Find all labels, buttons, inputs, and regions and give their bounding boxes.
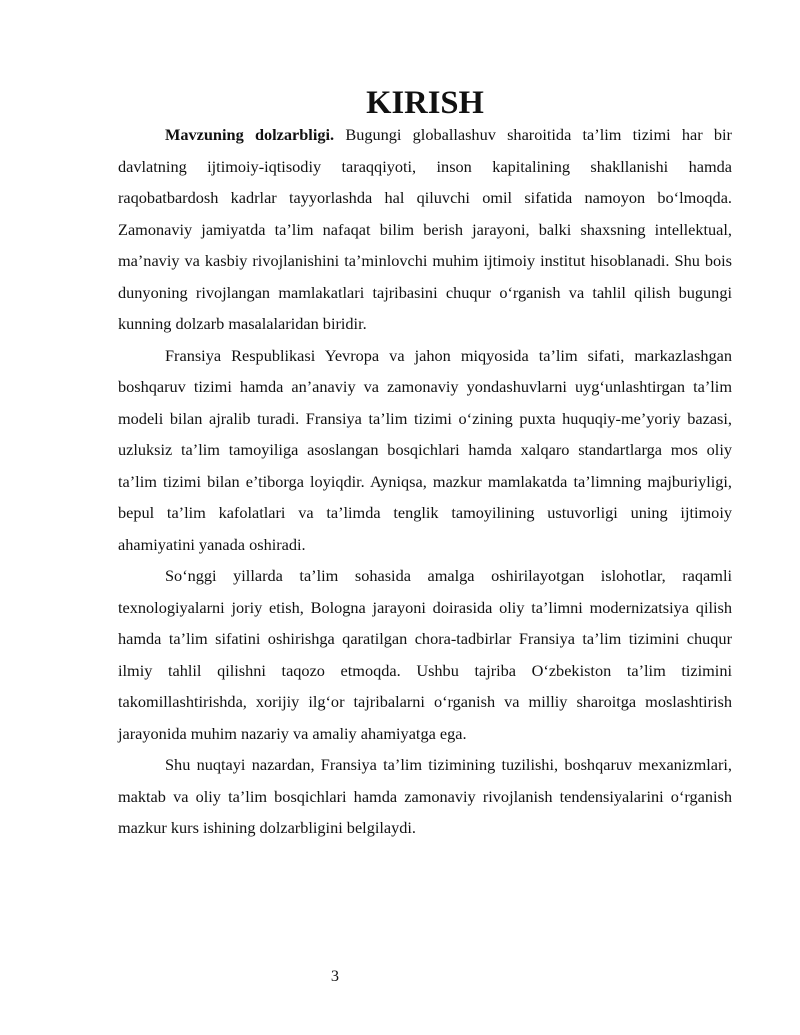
paragraph-reforms: So‘nggi yillarda ta’lim sohasida amalga oshirilayotgan islohotlar, raqamli texnologiyalarni joriy etish, Bologna jarayoni doirasida oliy ta’limni modernizatsiya qilish hamda ta’lim sifatini oshirishga qaratilgan chora-tadbirlar Fransiya ta’lim tizimini chuqur ilmiy tahlil qilishni taqozo etmoqda. Ushbu tajriba O‘zbekiston ta’lim tizimini takomillashtirishda, xorijiy ilg‘or tajribalarni o‘rganish va milliy sharoitga moslashtirish jarayonida muhim nazariy va amaliy ahamiyatga ega. [118, 566, 732, 743]
paragraph-text: Bugungi globallashuv sharoitida ta’lim tizimi har bir davlatning ijtimoiy-iqtisodiy taraqqiyoti, inson kapitalining shakllanishi hamda raqobatbardosh kadrlar tayyorlashda hal qiluvchi omil sifatida namoyon bo‘lmoqda. Zamonaviy jamiyatda ta’lim nafaqat bilim berish jarayoni, balki shaxsning intellektual, ma’naviy va kasbiy rivojlanishini ta’minlovchi muhim ijtimoiy institut hisoblanadi. Shu bois dunyoning rivojlangan mamlakatlari tajribasini chuqur o‘rganish va tahlil qilish bugungi kunning dolzarb masalalaridan biridir. [118, 125, 732, 333]
document-page [118, 85, 732, 844]
paragraph-france-system: Fransiya Respublikasi Yevropa va jahon miqyosida ta’lim sifati, markazlashgan boshqaruv tizimi hamda an’anaviy va zamonaviy yondashuvlarni uyg‘unlashtirgan ta’lim modeli bilan ajralib turadi. Fransiya ta’lim tizimi o‘zining puxta huquqiy-me’yoriy bazasi, uzluksiz ta’lim tamoyiliga asoslangan bosqichlari hamda xalqaro standartlarga mos oliy ta’lim tizimi bilan e’tiborga loyiqdir. Ayniqsa, mazkur mamlakatda ta’limning majburiyligi, bepul ta’lim kafolatlari va ta’limda tenglik tamoyilining ustuvorligi uning ijtimoiy ahamiyatini yanada oshiradi. [118, 345, 732, 554]
paragraph-conclusion: Shu nuqtayi nazardan, Fransiya ta’lim tizimining tuzilishi, boshqaruv mexanizmlari, maktab va oliy ta’lim bosqichlari hamda zamonaviy rivojlanish tendensiyalarini o‘rganish mazkur kurs ishining dolzarbligini belgilaydi. [118, 755, 732, 837]
paragraph-relevance [118, 119, 732, 340]
page-number: 3 [330, 966, 340, 985]
paragraph-lead-relevance: Mavzuning dolzarbligi. [165, 125, 335, 144]
section-heading: KIRISH [366, 85, 484, 121]
